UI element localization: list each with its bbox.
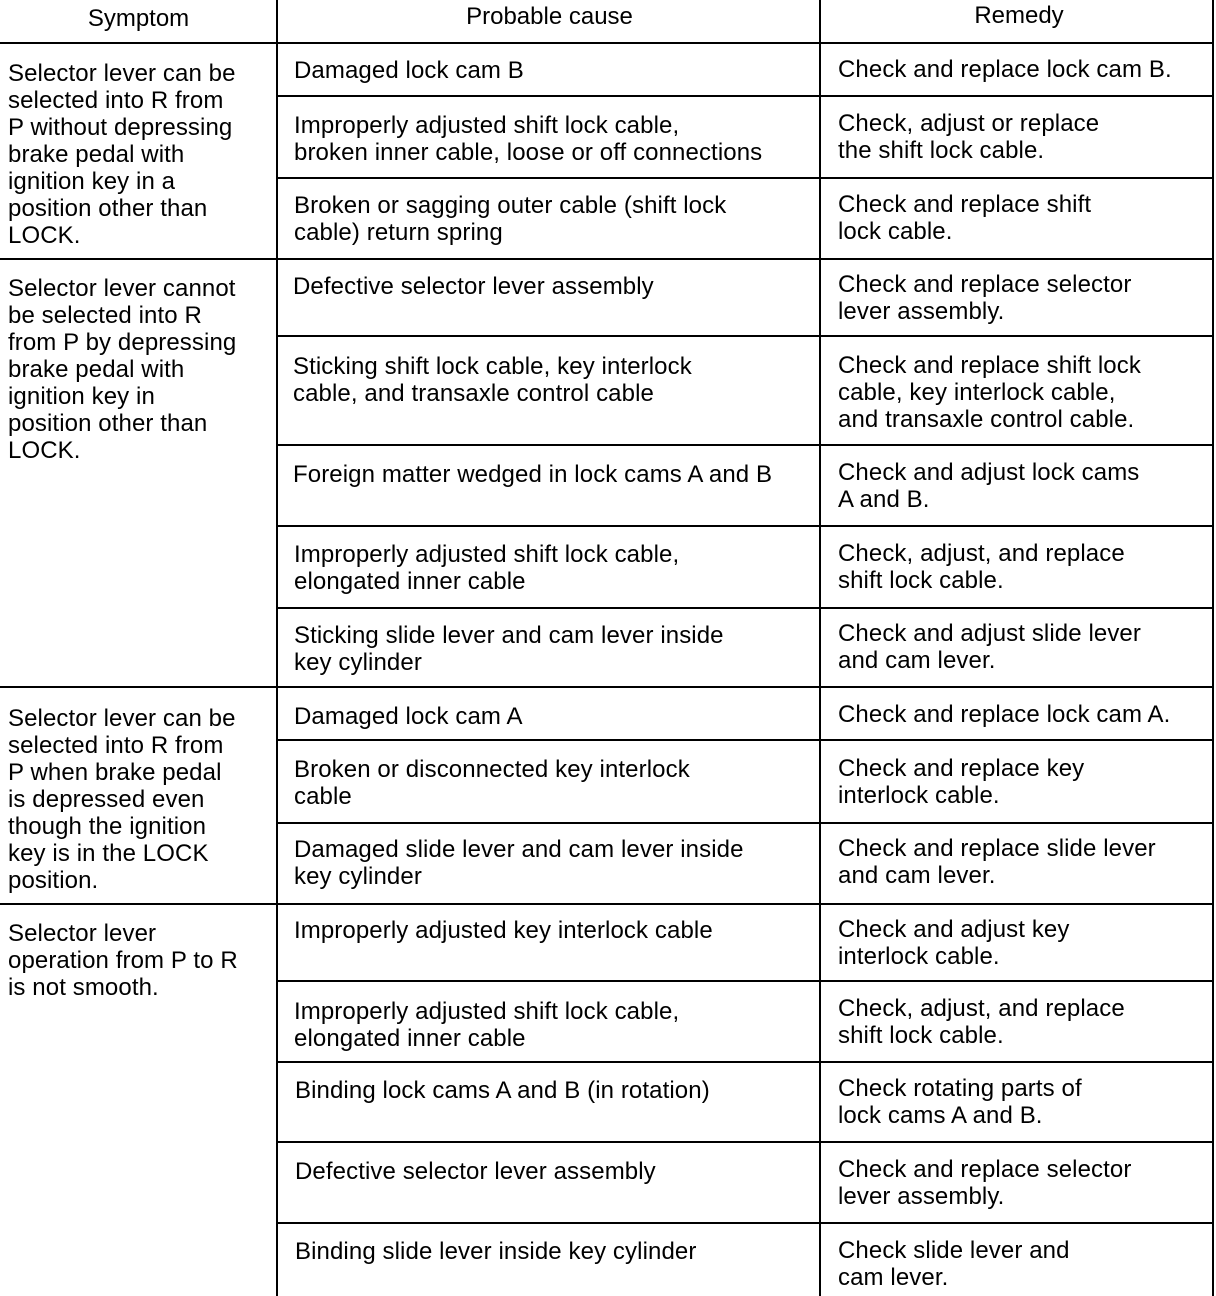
remedy-cell: Check and replace shift lock cable, key interlock cable, and transaxle control cable. [838,352,1141,433]
cause-cell: Damaged lock cam B [294,57,524,84]
group-divider [0,686,1214,688]
remedy-cell: Check, adjust, and replace shift lock cable. [838,540,1125,594]
remedy-cell: Check and replace slide lever and cam lever. [838,835,1156,889]
remedy-cell: Check and adjust slide lever and cam lever. [838,620,1141,674]
cause-cell: Damaged slide lever and cam lever inside key cylinder [294,836,744,890]
cause-cell: Improperly adjusted shift lock cable, broken inner cable, loose or off connections [294,112,763,166]
cause-cell: Defective selector lever assembly [295,1158,656,1185]
header-divider [0,42,1214,44]
symptom-cell: Selector lever can be selected into R from P when brake pedal is depressed even though the ignition key is in the LOCK position. [8,705,236,894]
cause-cell: Binding slide lever inside key cylinder [295,1238,697,1265]
remedy-cell: Check, adjust or replace the shift lock cable. [838,110,1100,164]
remedy-cell: Check and replace key interlock cable. [838,755,1085,809]
row-divider [277,177,1214,179]
symptom-cell: Selector lever cannot be selected into R from P by depressing brake pedal with ignition key in position other than LOCK. [8,275,237,464]
cause-cell: Broken or disconnected key interlock cable [294,756,690,810]
group-divider [0,258,1214,260]
table-right-border [1212,0,1214,1296]
remedy-cell: Check and replace lock cam B. [838,56,1172,83]
remedy-cell: Check and replace shift lock cable. [838,191,1092,245]
row-divider [277,1061,1214,1063]
row-divider [277,1141,1214,1143]
cause-cell: Broken or sagging outer cable (shift lock cable) return spring [294,192,727,246]
cause-cell: Sticking shift lock cable, key interlock cable, and transaxle control cable [293,353,692,407]
remedy-cell: Check rotating parts of lock cams A and B. [838,1075,1082,1129]
remedy-cell: Check and replace lock cam A. [838,701,1171,728]
row-divider [277,525,1214,527]
remedy-cell: Check, adjust, and replace shift lock cable. [838,995,1125,1049]
row-divider [277,1222,1214,1224]
column-divider [276,0,278,1296]
cause-cell: Sticking slide lever and cam lever inside key cylinder [294,622,724,676]
cause-cell: Improperly adjusted key interlock cable [294,917,713,944]
column-divider [819,0,821,1296]
symptom-cell: Selector lever can be selected into R from P without depressing brake pedal with ignition key in a position other than LOCK. [8,60,236,249]
remedy-cell: Check and replace selector lever assembly. [838,1156,1132,1210]
group-divider [0,903,1214,905]
row-divider [277,95,1214,97]
row-divider [277,607,1214,609]
header-probable-cause: Probable cause [466,3,633,30]
cause-cell: Foreign matter wedged in lock cams A and B [293,461,773,488]
header-remedy: Remedy [974,2,1064,29]
remedy-cell: Check and adjust lock cams A and B. [838,459,1140,513]
remedy-cell: Check and adjust key interlock cable. [838,916,1070,970]
cause-cell: Improperly adjusted shift lock cable, elongated inner cable [294,541,680,595]
row-divider [277,739,1214,741]
row-divider [277,335,1214,337]
cause-cell: Binding lock cams A and B (in rotation) [295,1077,710,1104]
cause-cell: Defective selector lever assembly [293,273,654,300]
cause-cell: Damaged lock cam A [294,703,523,730]
cause-cell: Improperly adjusted shift lock cable, elongated inner cable [294,998,680,1052]
remedy-cell: Check slide lever and cam lever. [838,1237,1070,1291]
symptom-cell: Selector lever operation from P to R is not smooth. [8,920,238,1001]
header-symptom: Symptom [87,5,190,32]
row-divider [277,444,1214,446]
remedy-cell: Check and replace selector lever assembly. [838,271,1132,325]
row-divider [277,822,1214,824]
row-divider [277,980,1214,982]
